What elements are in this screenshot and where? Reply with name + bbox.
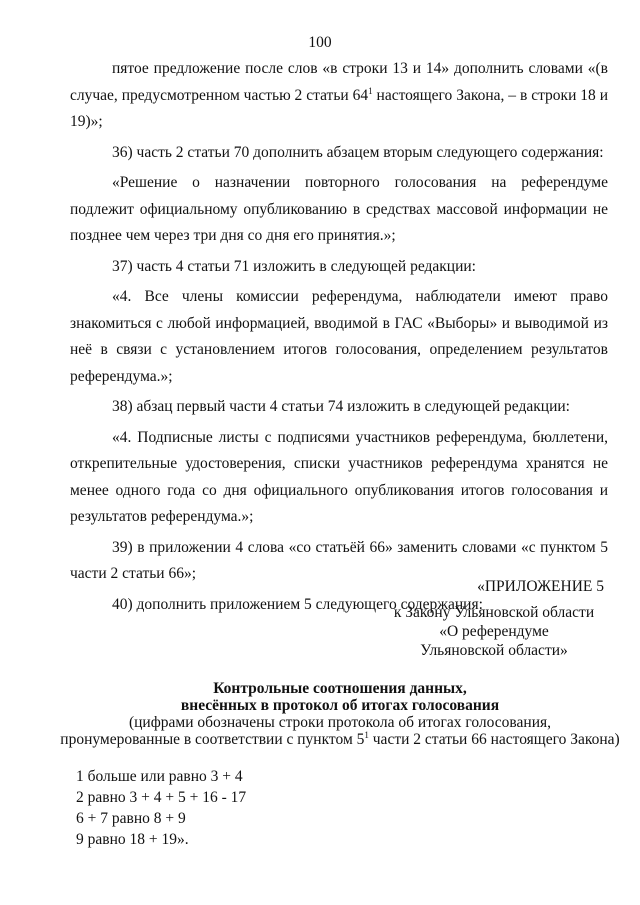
paragraph-text: настоящего Закона, – в строки 18 и 19)»; bbox=[70, 86, 608, 130]
control-formulas bbox=[76, 766, 246, 850]
formula-line: 9 равно 18 + 19». bbox=[76, 831, 189, 848]
heading-line: внесённых в протокол об итогах голосования bbox=[180, 697, 500, 714]
heading-line: Контрольные соотношения данных, bbox=[213, 680, 467, 697]
subtitle-text: пронумерованные в соответствии с пунктом 5 bbox=[60, 731, 365, 748]
appendix-title: «ПРИЛОЖЕНИЕ 5 bbox=[477, 578, 604, 595]
paragraph-item-38: 38) абзац первый части 4 статьи 74 изложить в следующей редакции: bbox=[112, 398, 570, 415]
paragraph-item-39: 39) в приложении 4 слова «со статьёй 66» заменить словами «с пунктом 5 части 2 статьи 66»; bbox=[70, 538, 608, 582]
paragraph-quote-sheets: «4. Подписные листы с подписями участников референдума, бюллетени, открепительные удостоверения, списки участников референдума хранятся не менее одного года со дня официального опубликования итогов голосования и результатов референдума.»; bbox=[70, 428, 608, 525]
formula-line: 6 + 7 равно 8 + 9 bbox=[76, 810, 186, 827]
paragraph-fifth-sentence bbox=[70, 56, 608, 136]
paragraph-item-40: 40) дополнить приложением 5 следующего содержания: bbox=[112, 595, 483, 613]
appendix-reference bbox=[380, 603, 608, 660]
superscript: 1 bbox=[368, 85, 373, 96]
appendix-reference-line: к Закону Ульяновской области bbox=[393, 604, 595, 621]
appendix-reference-line: «О референдуме bbox=[439, 623, 549, 640]
page-number: 100 bbox=[308, 34, 332, 51]
paragraph-quote-commission: «4. Все члены комиссии референдума, наблюдатели имеют право знакомиться с любой информацией, вводимой в ГАС «Выборы» и выводимой из неё в связи с установлением итогов голосования, определением результатов референдума.»; bbox=[70, 288, 608, 385]
heading-subtitle-line bbox=[60, 731, 620, 748]
appendix-reference-line: Ульяновской области» bbox=[420, 642, 568, 659]
heading-subtitle-line: (цифрами обозначены строки протокола об итогах голосования, bbox=[128, 714, 552, 731]
paragraph-text: пятое предложение после слов «в строки 13 и 14» дополнить словами «(в случае, предусмотренном частью 2 статьи 64 bbox=[70, 60, 608, 104]
paragraph-quote-decision: «Решение о назначении повторного голосования на референдуме подлежит официальному опубликованию в средствах массовой информации не позднее чем через три дня со дня его принятия.»; bbox=[70, 174, 608, 244]
paragraph-item-37: 37) часть 4 статьи 71 изложить в следующей редакции: bbox=[112, 257, 476, 275]
superscript: 1 bbox=[364, 729, 369, 740]
control-relations-heading bbox=[60, 680, 620, 748]
body-text bbox=[70, 56, 608, 618]
subtitle-text: части 2 статьи 66 настоящего Закона) bbox=[368, 731, 620, 748]
paragraph-item-36: 36) часть 2 статьи 70 дополнить абзацем вторым следующего содержания: bbox=[112, 143, 604, 161]
formula-line: 2 равно 3 + 4 + 5 + 16 - 17 bbox=[76, 789, 247, 806]
formula-line: 1 больше или равно 3 + 4 bbox=[76, 768, 243, 785]
